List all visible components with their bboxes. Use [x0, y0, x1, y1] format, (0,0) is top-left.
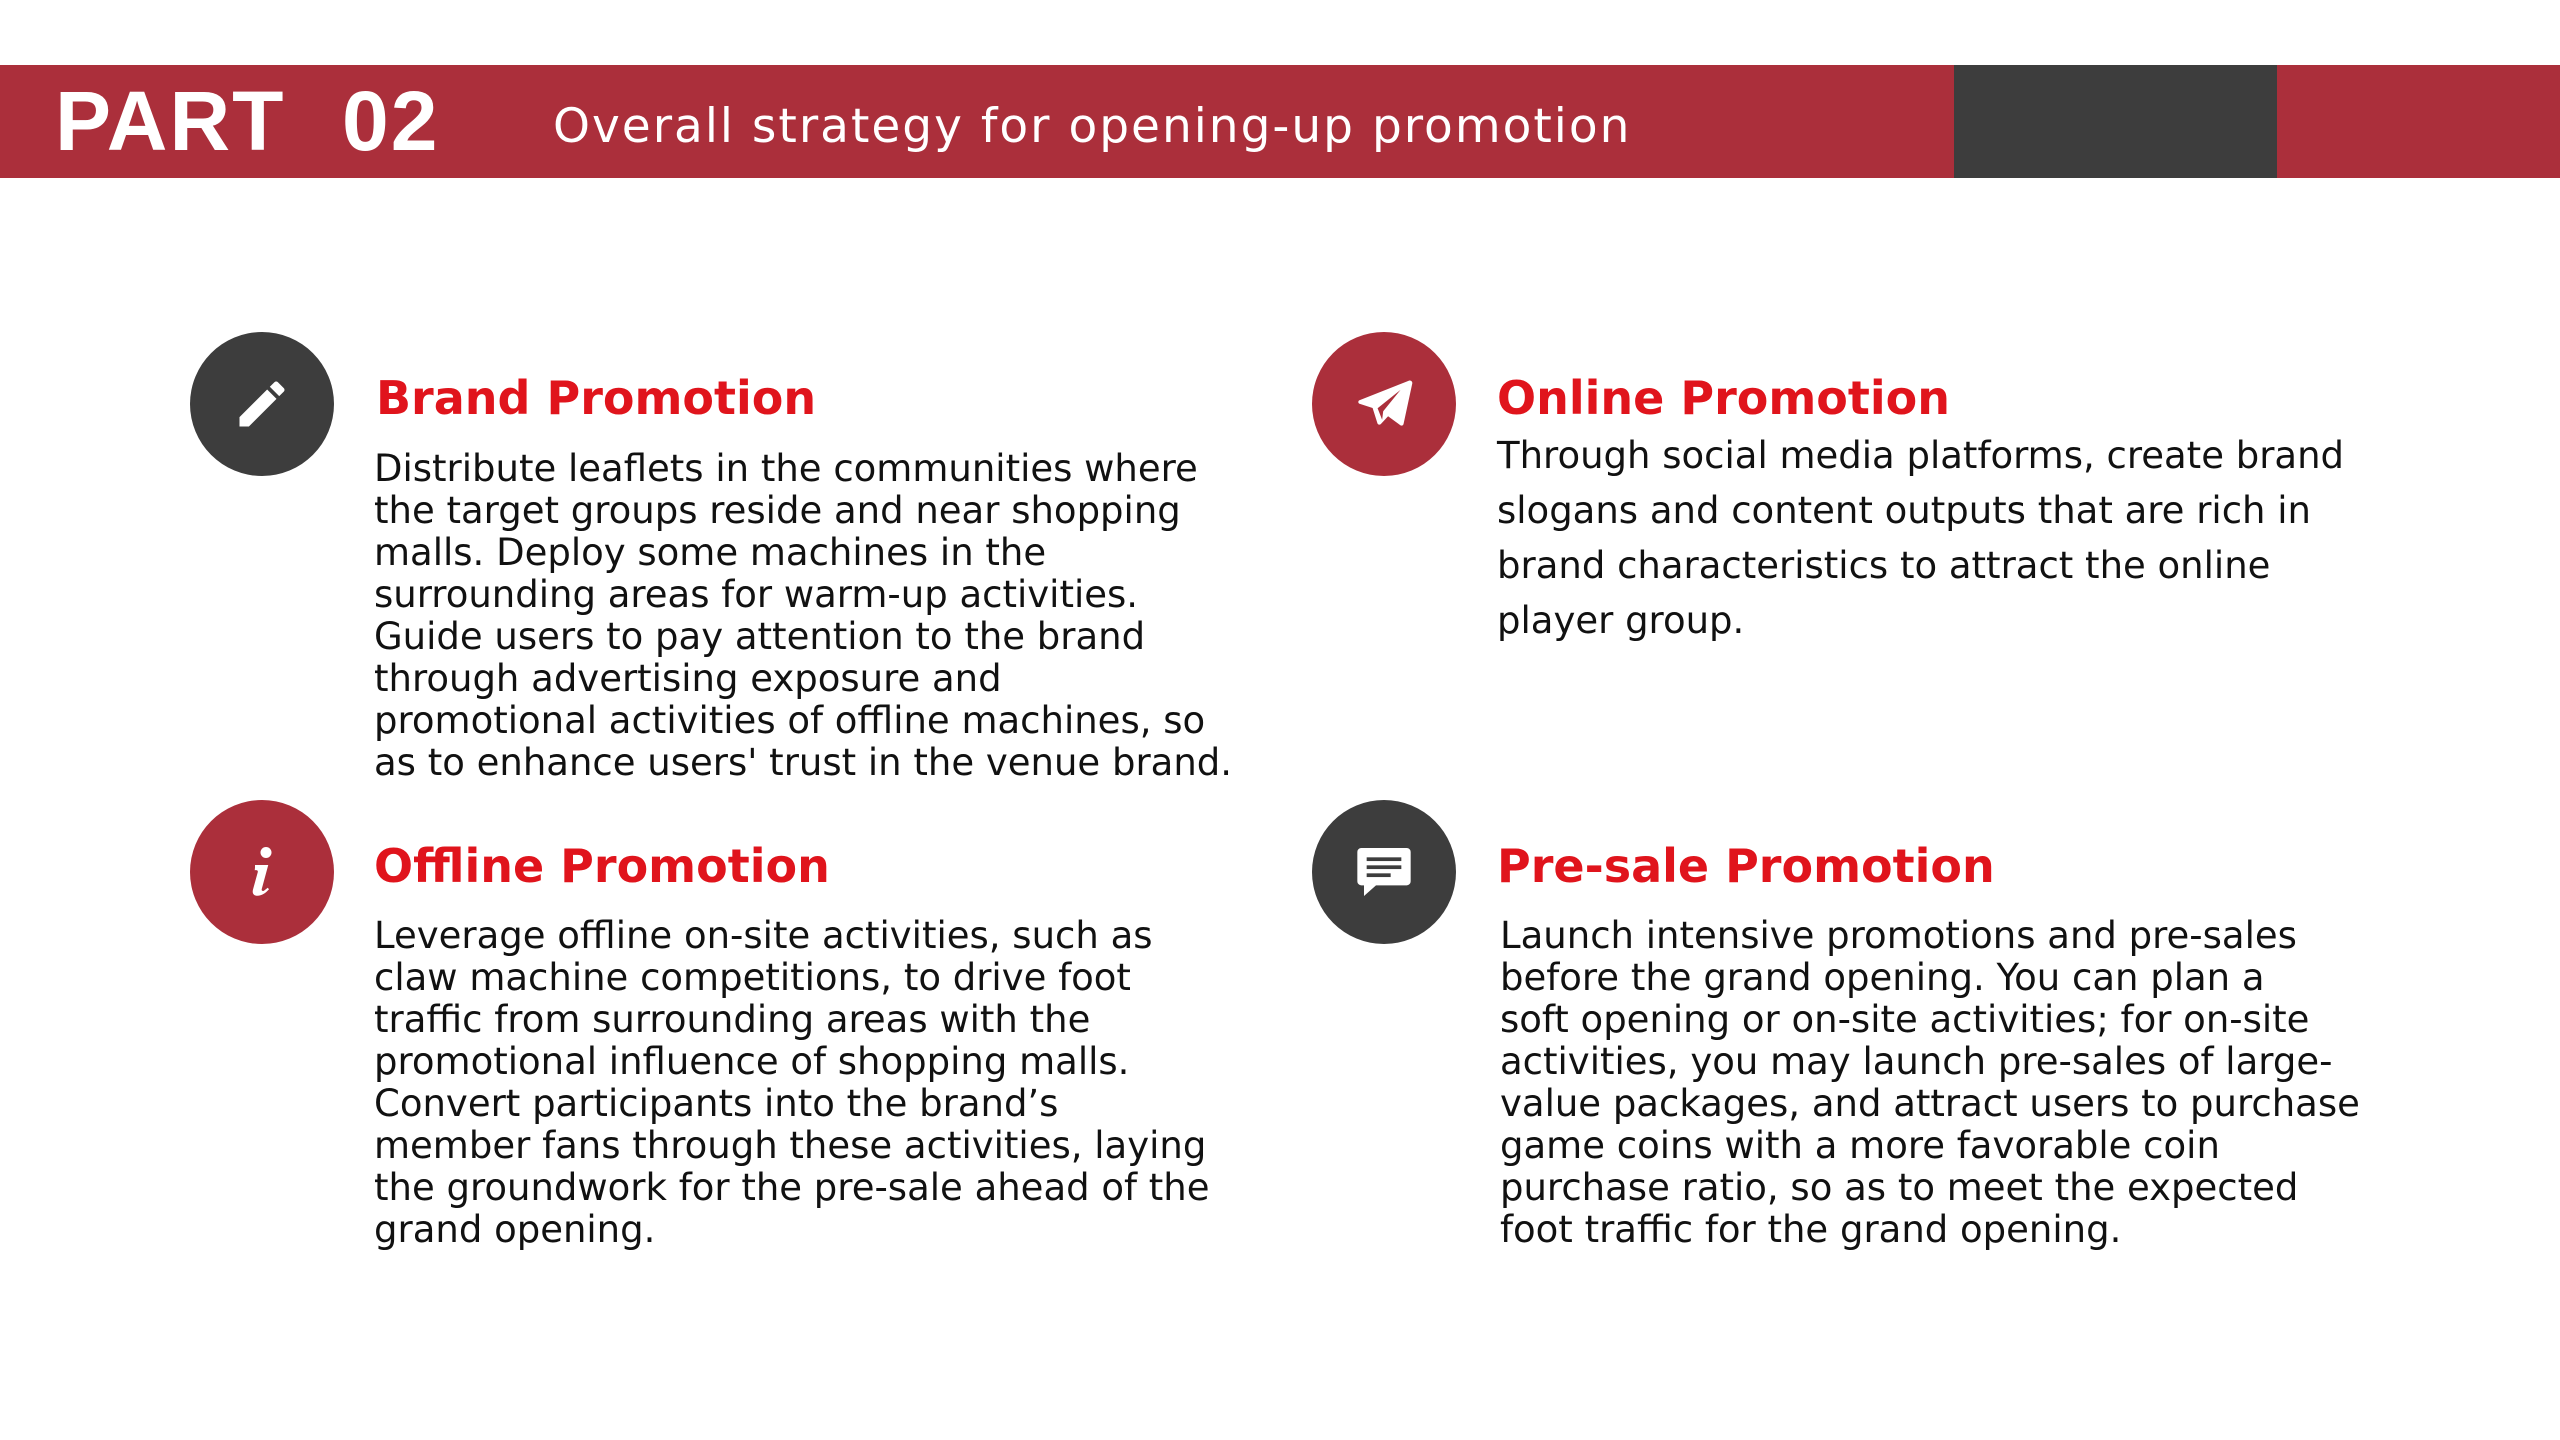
header-dark-block: [1954, 65, 2277, 178]
part-label: PART: [55, 74, 286, 168]
online-promotion-text: Through social media platforms, create brand slogans and content outputs that are rich in brand characteristics to attract the online player group.: [1497, 434, 2345, 642]
brand-promotion-title: Brand Promotion: [376, 371, 817, 425]
pre-sale-promotion-text: Launch intensive promotions and pre-sales before the grand opening. You can plan a soft opening or on-site activities; for on-site activities, you may launch pre-sales of large- value packages, and attract users to purchase game coins with a more favorable coin purchase ratio, so as to meet the expected foot traffic for the grand opening.: [1500, 914, 2360, 1251]
online-promotion-title: Online Promotion: [1497, 371, 1950, 425]
paper-plane-icon: [1312, 332, 1456, 476]
pre-sale-promotion-title: Pre-sale Promotion: [1497, 839, 1995, 893]
part-number: 02: [342, 74, 440, 168]
section-subtitle: Overall strategy for opening-up promotion: [553, 99, 1632, 154]
offline-promotion-text: Leverage offline on-site activities, such as claw machine competitions, to drive foot traffic from surrounding areas with the promotional influence of shopping malls. Convert participants into the brand’s member fans through these activities, laying the groundwork for the pre-sale ahead of the grand opening.: [374, 914, 1210, 1251]
info-icon: [190, 800, 334, 944]
pencil-icon: [190, 332, 334, 476]
brand-promotion-text: Distribute leaflets in the communities where the target groups reside and near shopping malls. Deploy some machines in the surrounding areas for warm-up activities. Guide users to pay attention to the brand through advertising exposure and promotional activities of offline machines, so as to enhance users' trust in the venue brand.: [374, 447, 1233, 784]
offline-promotion-title: Offline Promotion: [374, 839, 830, 893]
message-icon: [1312, 800, 1456, 944]
